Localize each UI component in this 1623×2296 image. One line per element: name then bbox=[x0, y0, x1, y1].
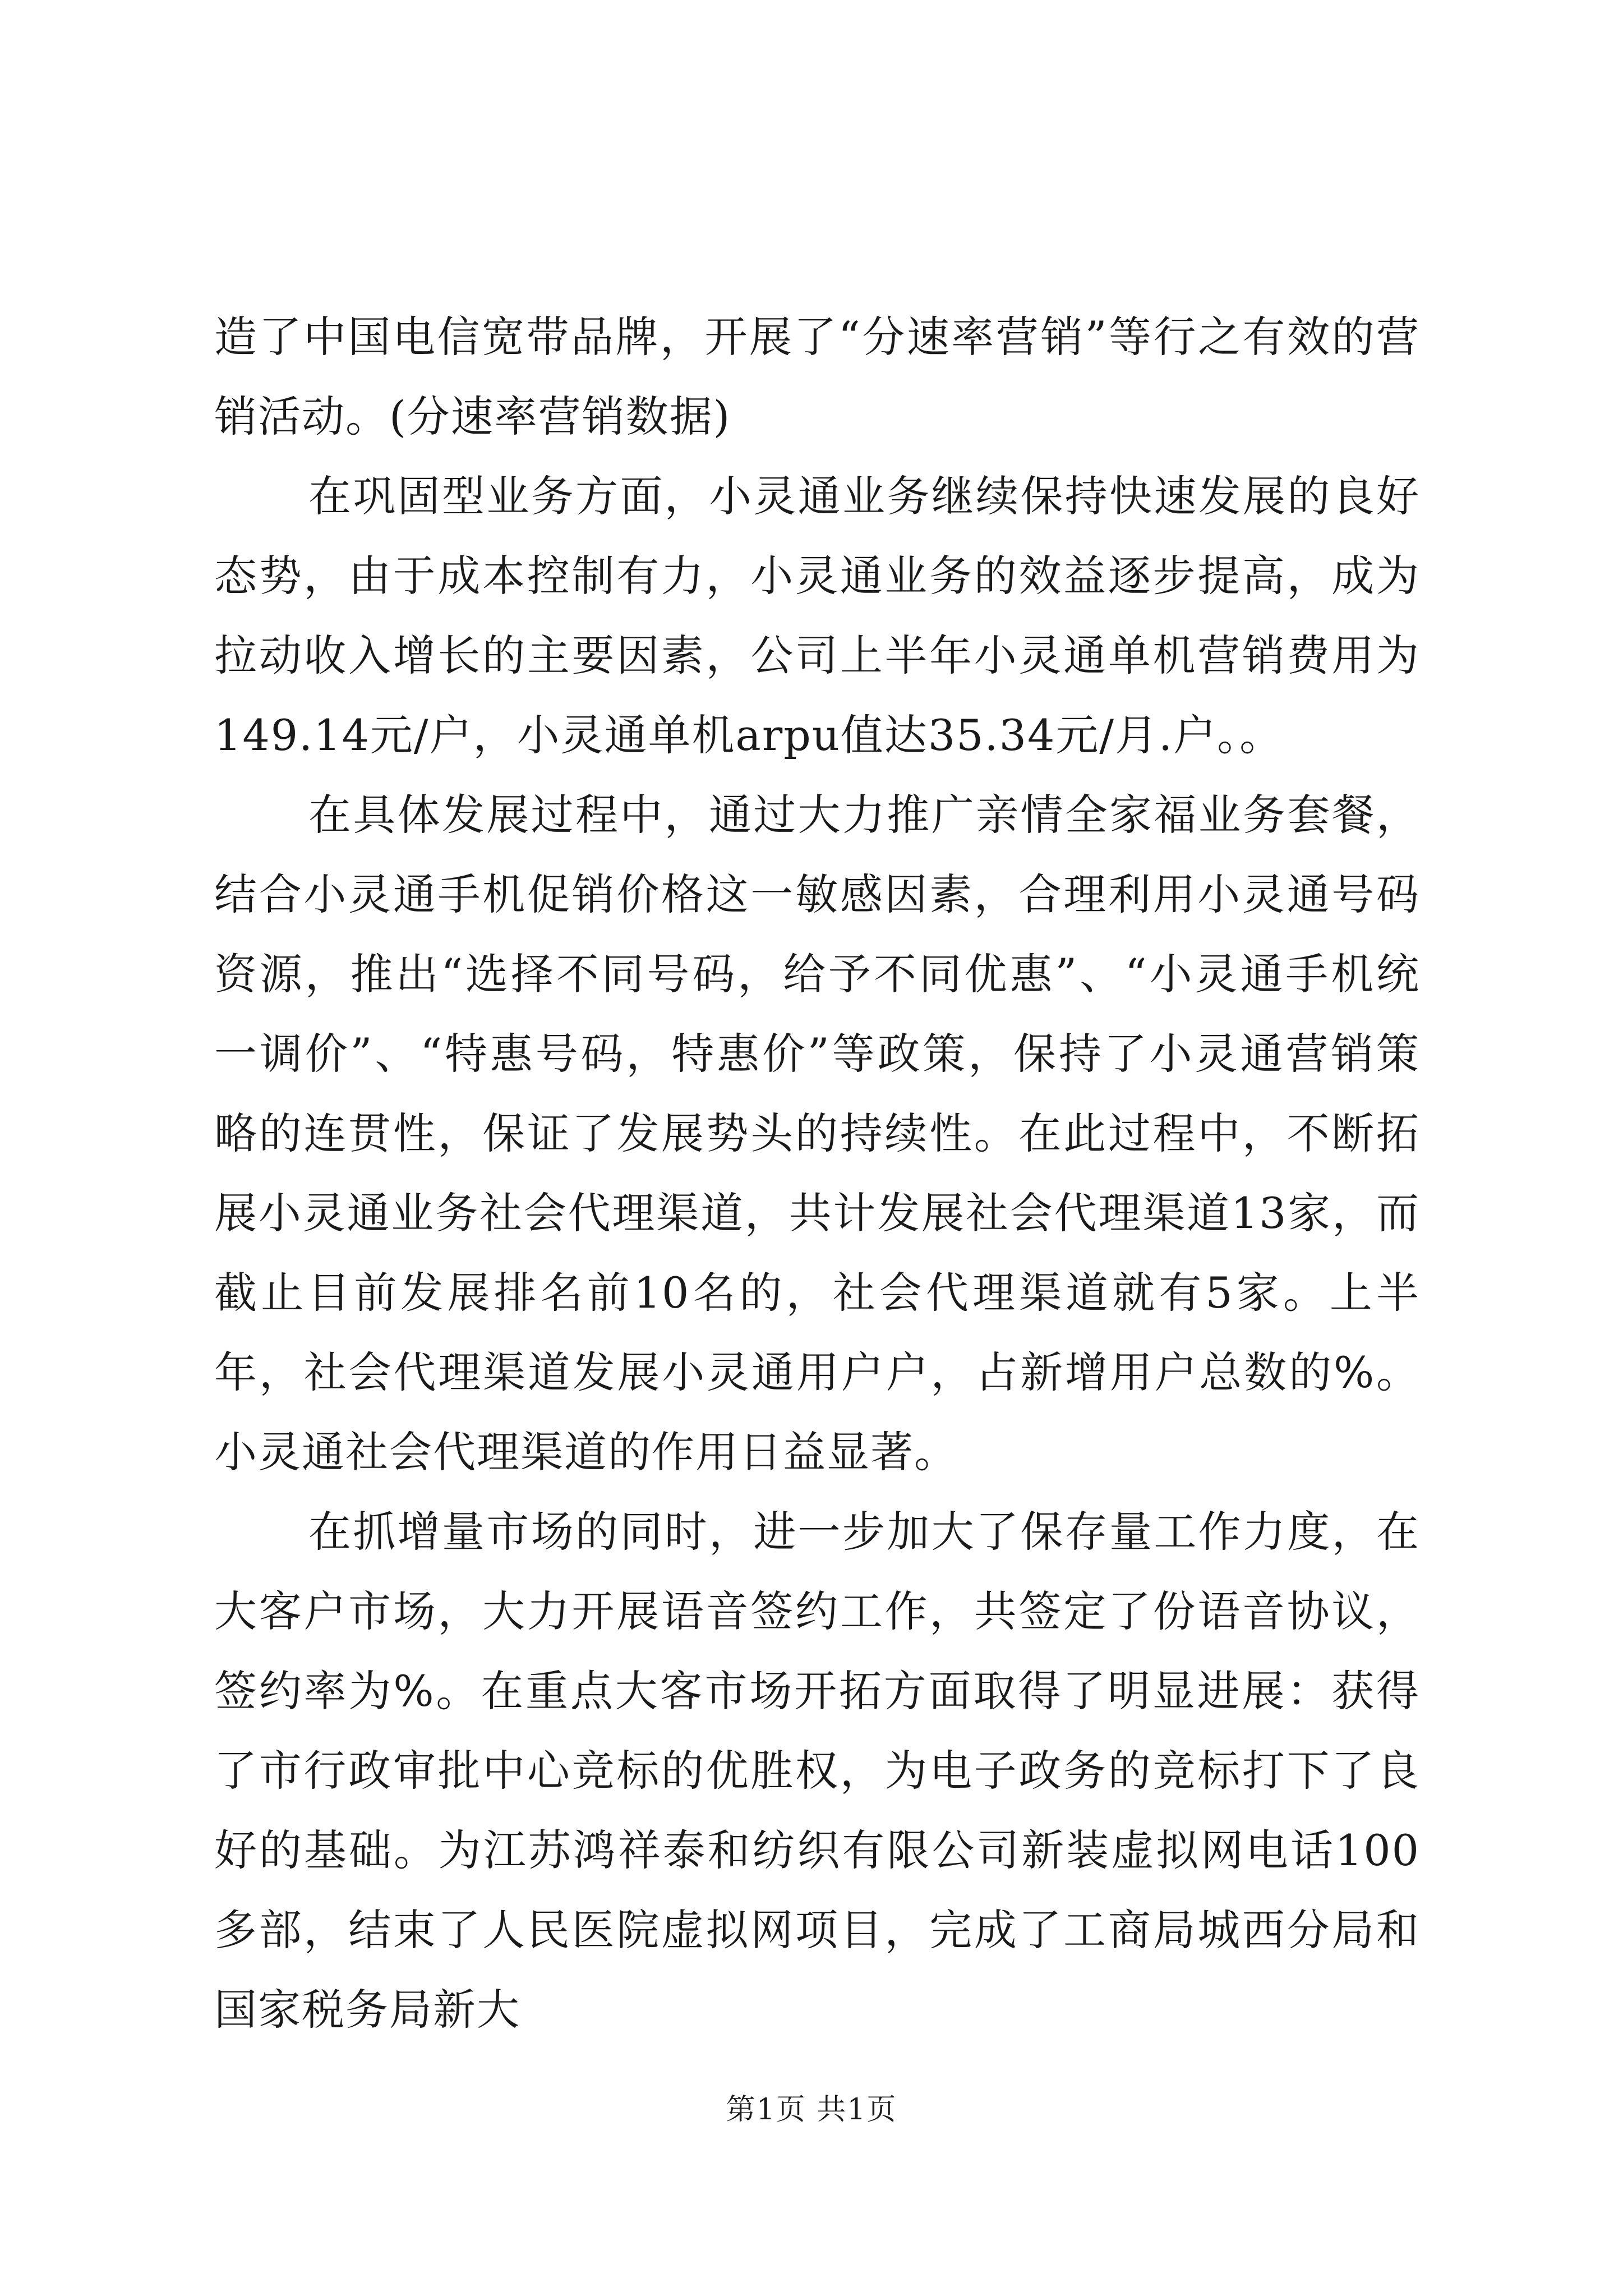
paragraph-4: 在抓增量市场的同时，进一步加大了保存量工作力度，在大客户市场，大力开展语音签约工作，共签定了份语音协议，签约率为%。在重点大客市场开拓方面取得了明显进展：获得了市行政审批中心竞标的优胜权，为电子政务的竞标打下了良好的基础。为江苏鸿祥泰和纺织有限公司新装虚拟网电话100多部，结束了人民医院虚拟网项目，完成了工商局城西分局和国家税务局新大 bbox=[214, 1507, 1420, 2035]
document-body bbox=[214, 297, 1420, 2050]
page-footer: 第1页 共1页 bbox=[726, 2093, 897, 2127]
paragraph-3: 在具体发展过程中，通过大力推广亲情全家福业务套餐，结合小灵通手机促销价格这一敏感因素，合理利用小灵通号码资源，推出“选择不同号码，给予不同优惠”、“小灵通手机统一调价”、“特惠号码，特惠价”等政策，保持了小灵通营销策略的连贯性，保证了发展势头的持续性。在此过程中，不断拓展小灵通业务社会代理渠道，共计发展社会代理渠道13家，而截止目前发展排名前10名的，社会代理渠道就有5家。上半年，社会代理渠道发展小灵通用户户，占新增用户总数的%。小灵通社会代理渠道的作用日益显著。 bbox=[214, 790, 1420, 1477]
paragraph-1: 造了中国电信宽带品牌，开展了“分速率营销”等行之有效的营销活动。(分速率营销数据) bbox=[214, 312, 1420, 441]
paragraph-2: 在巩固型业务方面，小灵通业务继续保持快速发展的良好态势，由于成本控制有力，小灵通业务的效益逐步提高，成为拉动收入增长的主要因素，公司上半年小灵通单机营销费用为149.14元/户，小灵通单机arpu值达35.34元/月.户。。 bbox=[214, 471, 1420, 760]
